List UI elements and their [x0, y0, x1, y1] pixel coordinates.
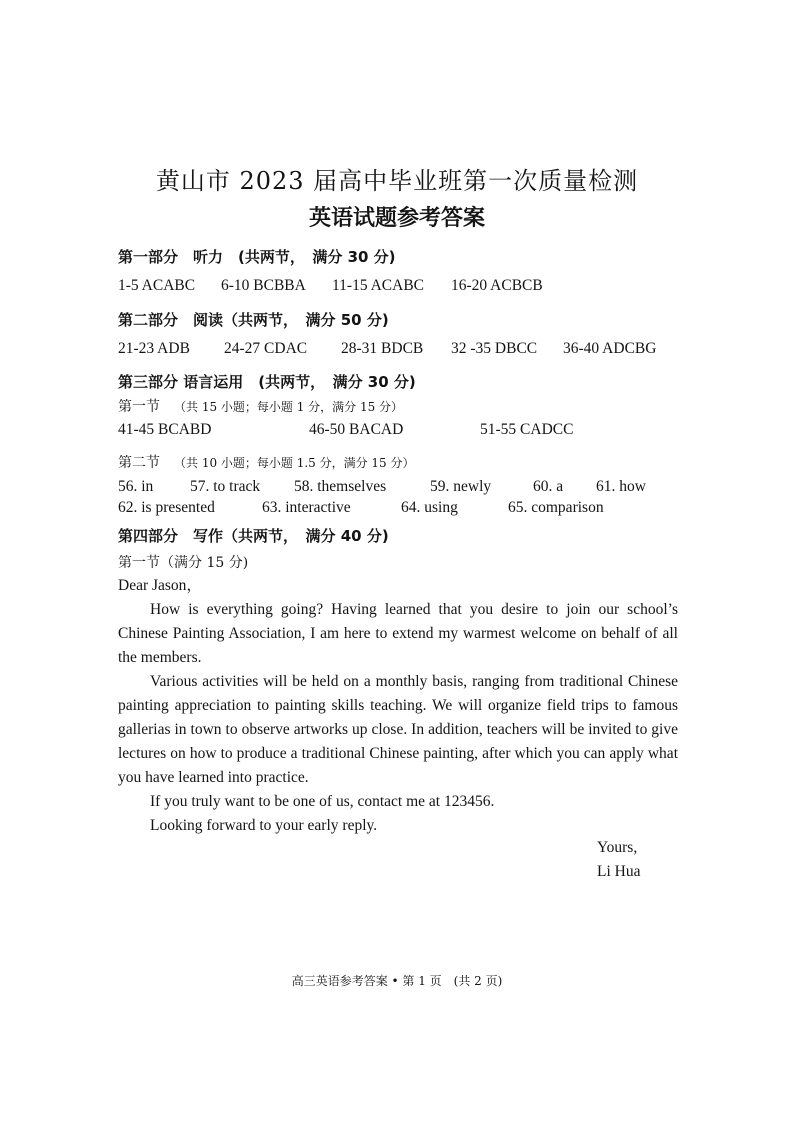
answer-item: 59. newly: [430, 478, 492, 495]
section-label: 第二节: [118, 455, 160, 471]
answer-item: 56. in: [118, 478, 154, 495]
answer-group: 24-27 CDAC: [224, 340, 308, 357]
section-note: （共 15 小题；每小题 1 分，满分 15 分）: [174, 400, 404, 414]
letter-paragraph: Looking forward to your early reply.: [150, 817, 378, 834]
letter-greeting: Dear Jason，: [118, 577, 202, 594]
answer-item: 62. is presented: [118, 499, 215, 516]
part4-section1-label: 第一节（满分 15 分): [118, 555, 249, 571]
section-note: （共 10 小题；每小题 1.5 分，满分 15 分）: [174, 456, 415, 470]
part3-heading: 第三部分 语言运用 (共两节， 满分 30 分): [118, 373, 416, 391]
part3-section1-label: [118, 396, 403, 416]
part4-heading: 第四部分 写作（共两节， 满分 40 分): [118, 527, 389, 545]
part2-heading: 第二部分 阅读（共两节， 满分 50 分): [118, 311, 389, 329]
answer-group: 46-50 BACAD: [309, 421, 404, 438]
answer-item: 65. comparison: [508, 499, 604, 516]
answer-group: 11-15 ACABC: [332, 277, 425, 294]
answer-group: 6-10 BCBBA: [221, 277, 306, 294]
answer-item: 61. how: [596, 478, 646, 495]
answer-item: 64. using: [401, 499, 458, 516]
answer-group: 1-5 ACABC: [118, 277, 196, 294]
page-footer: 高三英语参考答案 • 第 1 页 (共 2 页): [291, 974, 503, 988]
section-label: 第一节: [118, 399, 160, 415]
part3-section2-label: [118, 452, 415, 472]
letter-closing: Yours,: [597, 839, 638, 856]
part1-heading: 第一部分 听力 (共两节， 满分 30 分): [118, 248, 396, 266]
letter-signature: Li Hua: [597, 863, 641, 880]
letter-paragraph: Various activities will be held on a monthly basis, ranging from traditional Chinese painting appreciation to painting skills teaching. We will organize field trips to famous gallerias in town to observe artworks up close. In addition, teachers will be invited to give lectures on how to produce a traditional Chinese painting, after which you can apply what you have learned into practice.: [118, 673, 678, 786]
answer-group: 32 -35 DBCC: [451, 340, 538, 357]
answer-group: 36-40 ADCBG: [563, 340, 657, 357]
answer-group: 41-45 BCABD: [118, 421, 212, 438]
answer-group: 21-23 ADB: [118, 340, 190, 357]
letter-paragraph: If you truly want to be one of us, contact me at 123456.: [150, 793, 495, 810]
answer-item: 63. interactive: [262, 499, 351, 516]
page-subtitle: 英语试题参考答案: [308, 206, 485, 231]
letter-body: [118, 574, 678, 838]
page-title: 黄山市 2023 届高中毕业班第一次质量检测: [155, 167, 639, 195]
answer-group: 51-55 CADCC: [480, 421, 574, 438]
answer-group: 16-20 ACBCB: [451, 277, 543, 294]
letter-paragraph: How is everything going? Having learned that you desire to join our school’s Chinese Painting Association, I am here to extend my warmest welcome on behalf of all the members.: [118, 601, 678, 666]
answer-item: 58. themselves: [294, 478, 387, 495]
answer-group: 28-31 BDCB: [341, 340, 424, 357]
answer-item: 57. to track: [190, 478, 261, 495]
answer-item: 60. a: [533, 478, 564, 495]
